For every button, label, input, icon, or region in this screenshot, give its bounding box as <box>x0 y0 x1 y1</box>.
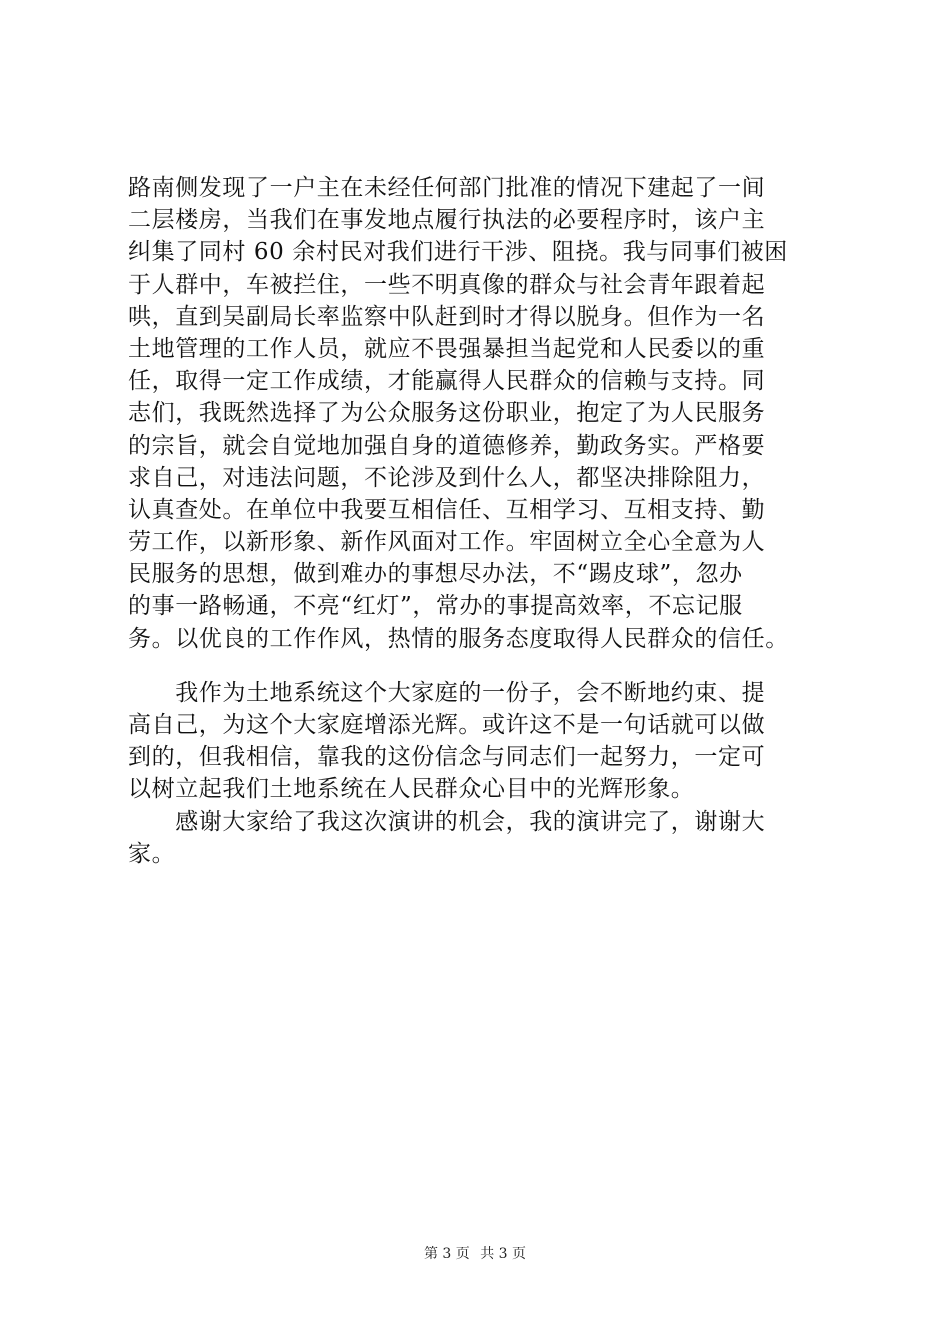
paragraph-3 <box>128 806 832 870</box>
text-line: 高自己，为这个大家庭增添光辉。或许这不是一句话就可以做 <box>128 712 766 738</box>
text-line: 任，取得一定工作成绩，才能赢得人民群众的信赖与支持。同 <box>128 368 766 395</box>
paragraph-gap <box>128 655 832 677</box>
text-line: 务。以优良的工作作风，热情的服务态度取得人民群众的信任。 <box>128 625 789 652</box>
text-line: 民服务的思想，做到难办的事想尽办法，不“踢皮球”，忽办 <box>128 561 743 588</box>
text-line: 求自己，对违法问题，不论涉及到什么人，都坚决排除阻力， <box>128 464 766 491</box>
text-line: 以树立起我们土地系统在人民群众心目中的光辉形象。 <box>128 776 695 803</box>
text-line: 我作为土地系统这个大家庭的一份子，会不断地约束、提 <box>128 679 766 706</box>
text-line: 志们，我既然选择了为公众服务这份职业，抱定了为人民服务 <box>128 400 766 427</box>
text-line: 认真查处。在单位中我要互相信任、互相学习、互相支持、勤 <box>128 496 766 523</box>
text-line: 哄，直到吴副局长率监察中队赶到时才得以脱身。但作为一名 <box>128 303 766 330</box>
text-line: 的事一路畅通，不亮“红灯”，常办的事提高效率，不忘记服 <box>128 593 743 620</box>
page-total: 共 3 页 <box>480 1246 527 1262</box>
page-footer <box>0 1244 950 1264</box>
text-line: 于人群中，车被拦住，一些不明真像的群众与社会青年跟着起 <box>128 271 766 298</box>
text-line: 土地管理的工作人员，就应不畏强暴担当起党和人民委以的重 <box>128 335 766 362</box>
text-line: 纠集了同村 60 余村民对我们进行干涉、阻挠。我与同事们被困 <box>128 239 788 266</box>
text-line: 到的，但我相信，靠我的这份信念与同志们一起努力，一定可 <box>128 744 766 771</box>
paragraph-2 <box>128 677 832 806</box>
text-line: 家。 <box>128 840 176 867</box>
paragraph-1 <box>128 172 832 655</box>
document-body <box>128 172 832 870</box>
page-number: 第 3 页 <box>423 1246 470 1262</box>
text-line: 感谢大家给了我这次演讲的机会，我的演讲完了，谢谢大 <box>128 808 766 835</box>
text-line: 二层楼房，当我们在事发地点履行执法的必要程序时，该户主 <box>128 207 766 234</box>
text-line: 的宗旨，就会自觉地加强自身的道德修养，勤政务实。严格要 <box>128 432 766 459</box>
text-line: 劳工作，以新形象、新作风面对工作。牢固树立全心全意为人 <box>128 529 766 556</box>
text-line: 路南侧发现了一户主在未经任何部门批准的情况下建起了一间 <box>128 175 766 201</box>
